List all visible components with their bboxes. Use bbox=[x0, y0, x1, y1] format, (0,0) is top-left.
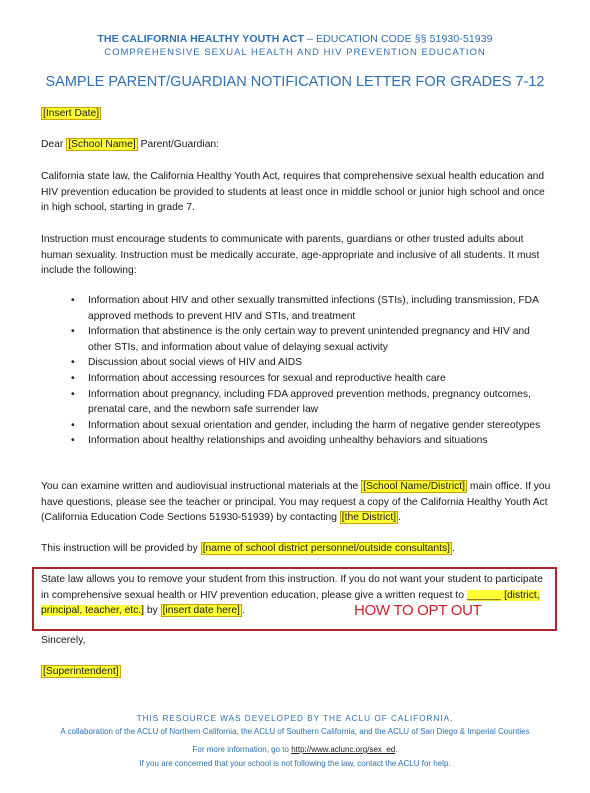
district-placeholder: [the District] bbox=[341, 512, 397, 523]
salutation: Dear [School Name] Parent/Guardian: bbox=[41, 139, 220, 150]
list-item: • Information about sexual orientation and gender, including the harm of negative gender stereotypes bbox=[71, 419, 541, 431]
list-item: • Information about accessing resources for sexual and reproductive health care bbox=[71, 372, 446, 384]
paragraph-materials: You can examine written and audiovisual instructional materials at the [School Name/District] main office. If you have questions, please see the teacher or principal. You may request a copy of the California Healthy Youth Act (California Education Code Sections 51930-51939) by contacting [the District] . bbox=[41, 481, 551, 523]
date-line bbox=[41, 106, 551, 122]
aclu-sex-ed-link[interactable]: http://www.aclunc.org/sex_ed bbox=[291, 745, 396, 754]
opt-out-label: HOW TO OPT OUT bbox=[354, 602, 482, 619]
footer-more-info: For more information, go to http://www.aclunc.org/sex_ed. bbox=[192, 745, 398, 754]
list-item: • Information about HIV and other sexually transmitted infections (STIs), including transmission, FDA approved methods to prevent HIV and STIs, and treatment bbox=[71, 295, 539, 322]
list-item: • Discussion about social views of HIV and AIDS bbox=[71, 357, 303, 369]
closing: Sincerely, bbox=[41, 635, 86, 646]
list-item: • Information that abstinence is the only certain way to prevent unintended pregnancy and HIV and other STIs, and information about value of delaying sexual activity bbox=[71, 326, 530, 353]
personnel-placeholder: [name of school district personnel/outside consultants] bbox=[202, 543, 450, 554]
deadline-placeholder: [insert date here] bbox=[162, 605, 240, 616]
school-name-placeholder: [School Name] bbox=[68, 139, 136, 150]
header-subtitle: COMPREHENSIVE SEXUAL HEALTH AND HIV PREVENTION EDUCATION bbox=[104, 47, 486, 58]
requirements-list bbox=[41, 293, 551, 449]
signature-line bbox=[41, 664, 551, 680]
education-code: – EDUCATION CODE §§ 51930-51939 bbox=[304, 33, 493, 45]
act-name: THE CALIFORNIA HEALTHY YOUTH ACT bbox=[97, 33, 304, 45]
footer-contact: If you are concerned that your school is not following the law, contact the ACLU for help. bbox=[139, 759, 451, 768]
list-item: • Information about healthy relationships and avoiding unhealthy behaviors and situations bbox=[71, 435, 488, 447]
paragraph-law: California state law, the California Healthy Youth Act, requires that comprehensive sexual health education and HIV prevention education be provided to students at least once in middle school or junior high school and once in high school, starting in grade 7. bbox=[41, 171, 545, 213]
footer-collaboration: A collaboration of the ACLU of Northern California, the ACLU of Southern California, and the ACLU of San Diego & Imperial Counties bbox=[60, 727, 530, 736]
superintendent-placeholder: [Superintendent] bbox=[43, 666, 119, 677]
page-title: SAMPLE PARENT/GUARDIAN NOTIFICATION LETTER FOR GRADES 7-12 bbox=[45, 74, 545, 90]
school-district-placeholder: [School Name/District] bbox=[363, 481, 466, 492]
date-placeholder: [Insert Date] bbox=[43, 108, 100, 119]
blank-placeholder: ______ bbox=[466, 589, 502, 601]
recipient-placeholder: [district, principal, teacher, etc.] bbox=[41, 589, 540, 616]
paragraph-instruction: Instruction must encourage students to communicate with parents, guardians or other trusted adults about human sexuality. Instruction must be medically accurate, age-appropriate and inclusive of all students. It must include the following: bbox=[41, 234, 540, 276]
list-item: • Information about pregnancy, including FDA approved prevention methods, pregnancy outcomes, prenatal care, and the newborn safe surrender law bbox=[71, 388, 531, 416]
paragraph-opt-out: State law allows you to remove your student from this instruction. If you do not want your student to participate in comprehensive sexual health or HIV prevention education, please give a written request to ______ [district, principal, teacher, etc.] by [insert date here] . bbox=[41, 574, 543, 616]
header-act-line bbox=[0, 33, 590, 45]
paragraph-provider: This instruction will be provided by [name of school district personnel/outside consultants] . bbox=[41, 543, 455, 554]
footer-credit: THIS RESOURCE WAS DEVELOPED BY THE ACLU OF CALIFORNIA, bbox=[136, 714, 454, 723]
